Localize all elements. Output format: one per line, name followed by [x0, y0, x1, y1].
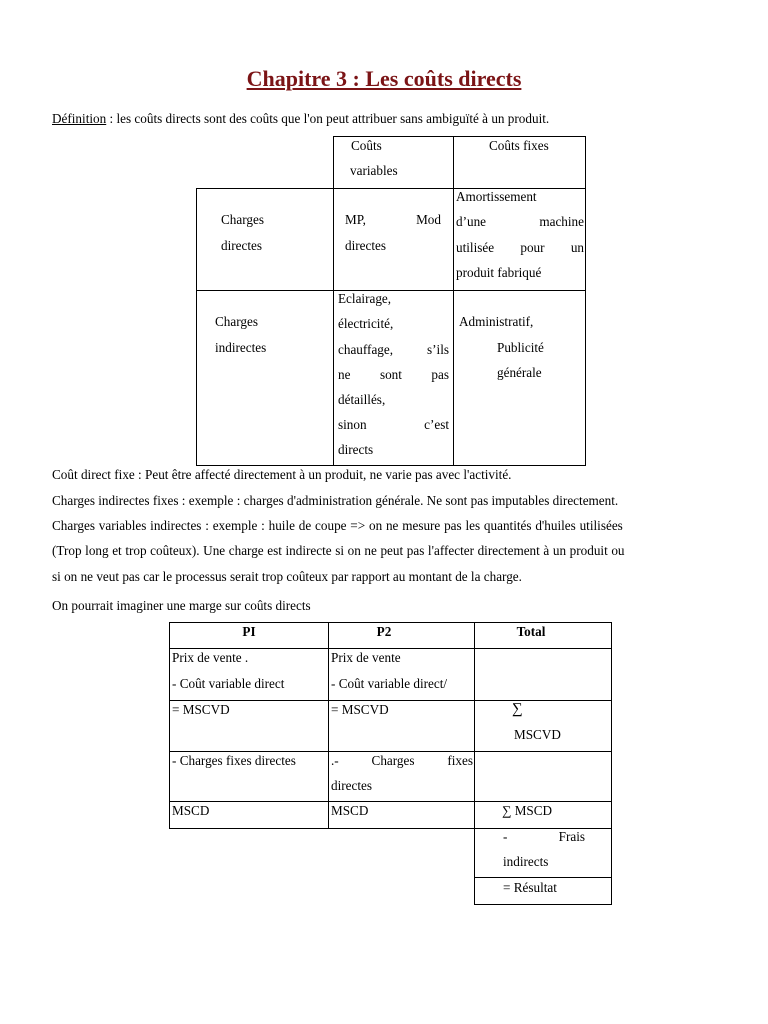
- r3-c1: - Charges fixes directes: [172, 753, 296, 768]
- r3-c2-line1: [331, 753, 473, 769]
- page-title: Chapitre 3 : Les coûts directs: [246, 66, 522, 91]
- row2-variables-line4: [338, 367, 449, 383]
- r3-c2-line2: directes: [331, 778, 373, 793]
- r6-c3: = Résultat: [503, 880, 557, 895]
- row2-label-line2: indirectes: [215, 340, 267, 355]
- row1-fixes-line3: [456, 240, 584, 256]
- r2-c1: = MSCVD: [172, 702, 230, 717]
- r1-c2-line2: - Coût variable direct/: [331, 676, 448, 691]
- header-p1: PI: [242, 624, 256, 639]
- r2-c3-cell: [474, 700, 612, 752]
- row2-variables-word: s’ils: [427, 342, 449, 357]
- r4-c1: MSCD: [172, 803, 210, 818]
- definition-text: : les coûts directs sont des coûts que l'on peut attribuer sans ambiguïté à un produit.: [106, 111, 550, 126]
- header-fixes: Coûts fixes: [489, 138, 549, 153]
- row2-variables-line7: directs: [338, 442, 374, 457]
- row1-fixes-word: d’une: [456, 214, 487, 229]
- row1-fixes-word: pour: [520, 240, 545, 255]
- r3-c2-word: fixes: [447, 753, 473, 768]
- paragraph-line: (Trop long et trop coûteux). Une charge est indirecte si on ne peut pas l'affecter directement à un produit ou: [52, 543, 625, 558]
- row2-variables-word: pas: [431, 367, 449, 382]
- r2-c2: = MSCVD: [331, 702, 389, 717]
- row1-label-line1: Charges: [221, 212, 264, 227]
- row1-label-line2: directes: [221, 238, 263, 253]
- row1-fixes-word: un: [570, 240, 584, 255]
- r5-c3-word: -: [503, 829, 508, 844]
- sum-icon: ∑: [512, 701, 523, 717]
- r5-c3-word: Frais: [558, 829, 585, 844]
- row2-variables-word: chauffage,: [338, 342, 394, 357]
- row1-variables-line2: directes: [345, 238, 387, 253]
- paragraph-line: si on ne veut pas car le processus serait trop coûteux par rapport au montant de la charge.: [52, 569, 522, 584]
- r5-c3-line1: [503, 829, 585, 845]
- paragraph-line: Coût direct fixe : Peut être affecté directement à un produit, ne varie pas avec l'activité.: [52, 467, 512, 482]
- row1-fixes-line2: [456, 214, 584, 230]
- marge-intro: On pourrait imaginer une marge sur coûts directs: [52, 598, 311, 613]
- header-total: Total: [516, 624, 546, 639]
- r1-c1-line2: - Coût variable direct: [172, 676, 285, 691]
- r4-c3: ∑ MSCD: [502, 803, 553, 818]
- row2-variables-line1: Eclairage,: [338, 291, 392, 306]
- row2-variables-line3: [338, 342, 449, 358]
- r3-c2-word: Charges: [371, 753, 415, 768]
- paragraph-line: Charges indirectes fixes : exemple : charges d'administration générale. Ne sont pas imputables directement.: [52, 493, 619, 508]
- row2-variables-word: sinon: [338, 417, 367, 432]
- r1-c1-line1: Prix de vente .: [172, 650, 249, 665]
- row2-fixes-line3: générale: [497, 365, 542, 380]
- row2-variables-word: ne: [338, 367, 351, 382]
- row1-fixes-line1: Amortissement: [456, 189, 537, 204]
- header-p2: P2: [376, 624, 392, 639]
- paragraph-line: Charges variables indirectes : exemple : huile de coupe => on ne mesure pas les quantités d'huiles utilisées: [52, 518, 623, 533]
- r1-c2-line1: Prix de vente: [331, 650, 401, 665]
- row2-variables-line2: électricité,: [338, 316, 394, 331]
- row2-variables-word: sont: [379, 367, 402, 382]
- row1-fixes-word: utilisée: [456, 240, 495, 255]
- definition-line: [52, 111, 549, 127]
- header-variables-line2: variables: [350, 163, 398, 178]
- row2-label-line1: Charges: [215, 314, 258, 329]
- row1-variables-word: Mod: [416, 212, 441, 227]
- row1-fixes-line4: produit fabriqué: [456, 265, 542, 280]
- r1-c3-cell: [474, 648, 612, 701]
- row2-variables-line6: [338, 417, 449, 433]
- row2-fixes-line1: Administratif,: [459, 314, 534, 329]
- r3-c3-cell: [474, 751, 612, 802]
- r5-c3-line2: indirects: [503, 854, 549, 869]
- row1-label-cell: [196, 188, 334, 291]
- r3-c2-word: .-: [331, 753, 339, 768]
- row2-variables-word: c’est: [424, 417, 449, 432]
- row1-fixes-word: machine: [539, 214, 584, 229]
- definition-label: Définition: [52, 111, 107, 126]
- row1-variables-word: MP,: [345, 212, 366, 227]
- r4-c2: MSCD: [331, 803, 369, 818]
- row2-variables-line5: détaillés,: [338, 392, 386, 407]
- header-variables-line1: Coûts: [351, 138, 382, 153]
- row2-fixes-line2: Publicité: [497, 340, 544, 355]
- r2-c3-line2: MSCVD: [514, 727, 561, 742]
- row1-variables-line1: [345, 212, 441, 228]
